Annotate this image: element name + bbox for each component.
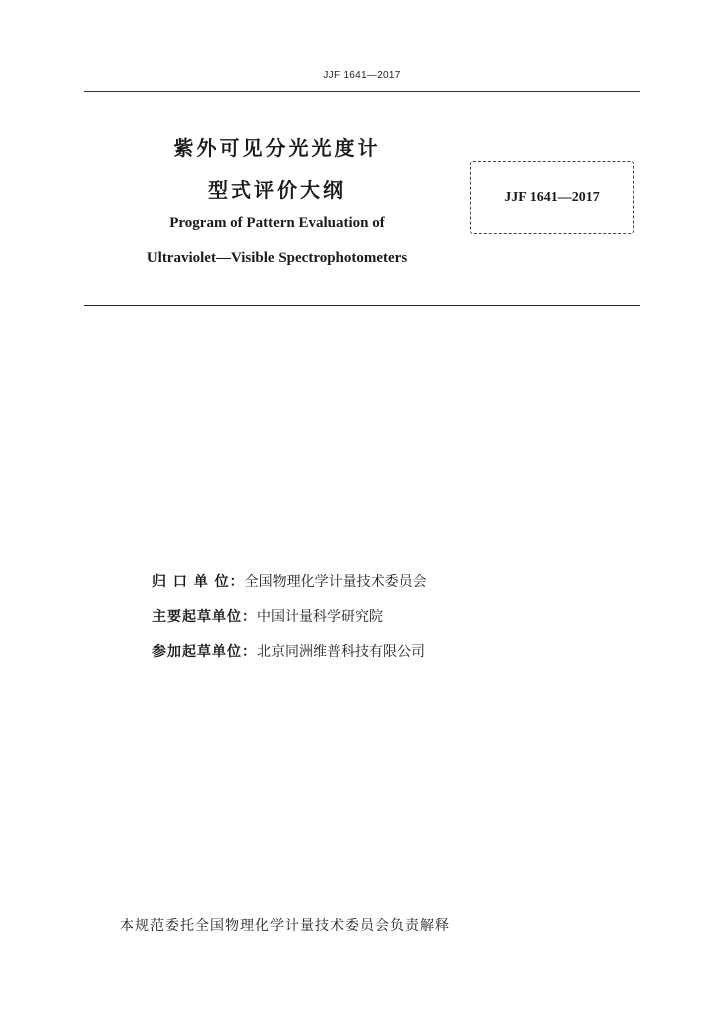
header-divider xyxy=(84,91,640,92)
info-label: 参加起草单位： xyxy=(152,644,257,660)
info-value: 北京同洲维普科技有限公司 xyxy=(257,644,425,660)
info-label: 归 口 单 位： xyxy=(152,574,245,590)
info-value: 全国物理化学计量技术委员会 xyxy=(244,574,427,590)
title-divider xyxy=(84,305,640,306)
info-label: 主要起草单位： xyxy=(152,609,257,625)
info-row-main-drafting-unit xyxy=(152,606,383,626)
title-english-line-1: Program of Pattern Evaluation of xyxy=(169,215,385,231)
interpretation-note: 本规范委托全国物理化学计量技术委员会负责解释 xyxy=(120,918,450,934)
info-row-responsible-unit xyxy=(152,571,427,591)
header-standard-code: JJF 1641—2017 xyxy=(323,70,401,81)
title-english-line-2: Ultraviolet—Visible Spectrophotometers xyxy=(146,250,408,266)
title-chinese-line-1: 紫外可见分光光度计 xyxy=(173,136,381,160)
standard-code-box-text: JJF 1641—2017 xyxy=(504,189,600,205)
info-row-participating-unit xyxy=(152,641,425,661)
standard-code-box xyxy=(470,161,634,234)
info-value: 中国计量科学研究院 xyxy=(257,609,383,625)
title-chinese-line-2: 型式评价大纲 xyxy=(208,178,346,202)
